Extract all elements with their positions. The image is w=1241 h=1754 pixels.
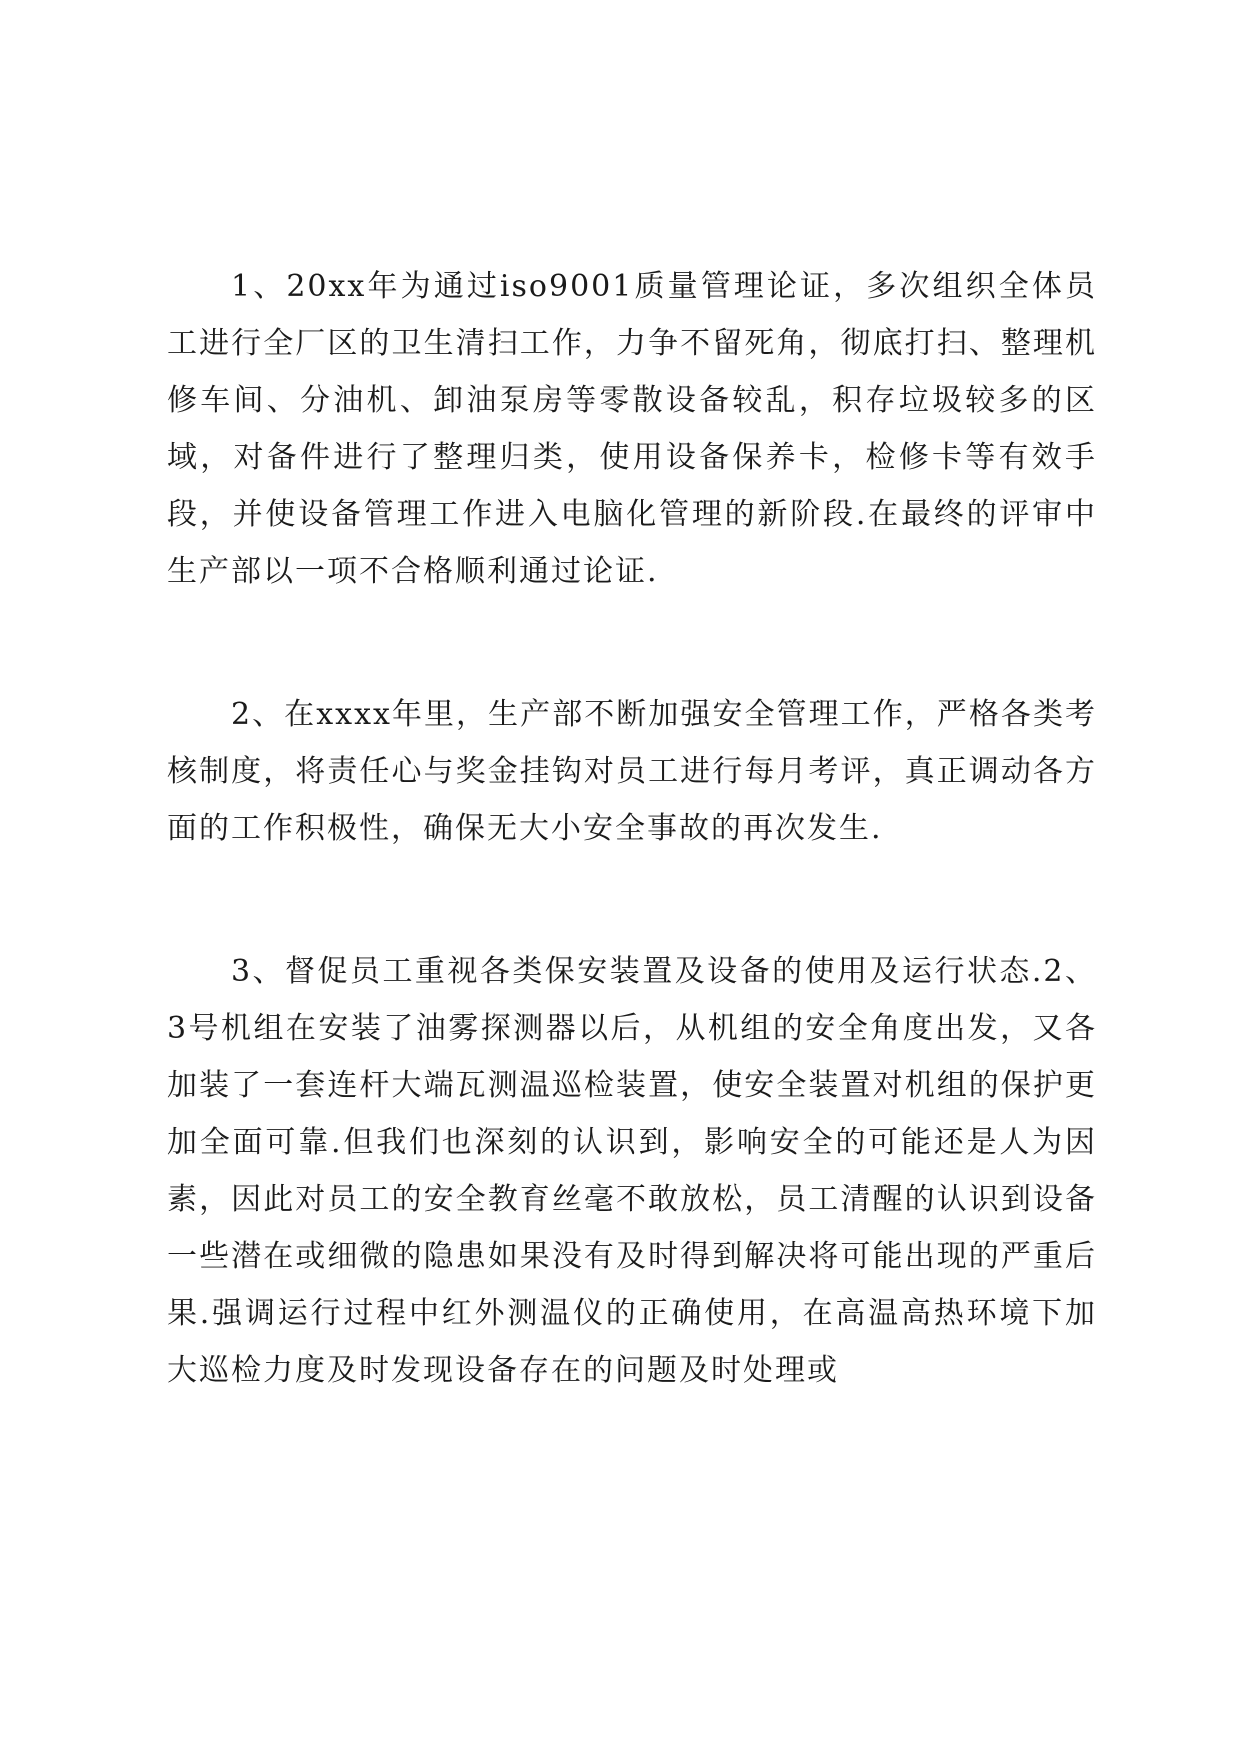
paragraph-2: 2、在xxxx年里，生产部不断加强安全管理工作，严格各类考核制度，将责任心与奖金挂钩对员工进行每月考评，真正调动各方面的工作积极性，确保无大小安全事故的再次发生.	[167, 697, 1097, 846]
document-body	[167, 258, 1097, 1399]
paragraph-1: 1、20xx年为通过iso9001质量管理论证，多次组织全体员工进行全厂区的卫生清扫工作，力争不留死角，彻底打扫、整理机修车间、分油机、卸油泵房等零散设备较乱，积存垃圾较多的区域，对备件进行了整理归类，使用设备保养卡，检修卡等有效手段，并使设备管理工作进入电脑化管理的新阶段.在最终的评审中生产部以一项不合格顺利通过论证.	[167, 269, 1097, 589]
paragraph-3: 3、督促员工重视各类保安装置及设备的使用及运行状态.2、3号机组在安装了油雾探测器以后，从机组的安全角度出发，又各加装了一套连杆大端瓦测温巡检装置，使安全装置对机组的保护更加全面可靠.但我们也深刻的认识到，影响安全的可能还是人为因素，因此对员工的安全教育丝毫不敢放松，员工清醒的认识到设备一些潜在或细微的隐患如果没有及时得到解决将可能出现的严重后果.强调运行过程中红外测温仪的正确使用，在高温高热环境下加大巡检力度及时发现设备存在的问题及时处理或	[167, 954, 1097, 1388]
